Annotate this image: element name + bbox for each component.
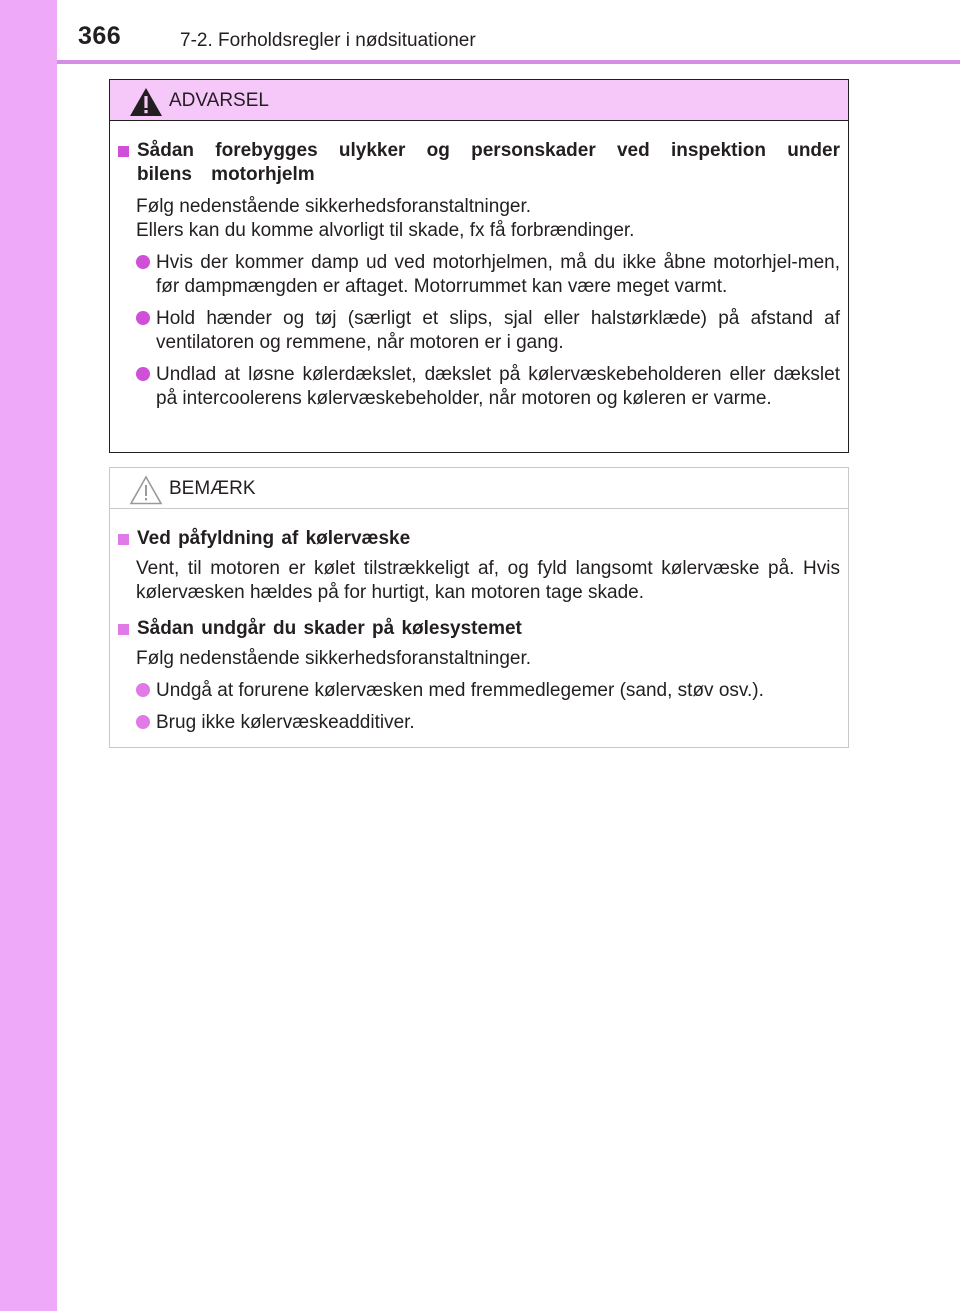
- round-bullet-icon: [136, 715, 150, 729]
- square-bullet-icon: [118, 534, 129, 545]
- note-text-2: Følg nedenstående sikkerhedsforanstaltninger.: [136, 648, 532, 669]
- note-heading-1: Ved påfyldning af kølervæske: [118, 527, 840, 551]
- round-bullet-icon: [136, 683, 150, 697]
- list-item: Hvis der kommer damp ud ved motorhjelmen, må du ikke åbne motorhjel-men, før dampmængden er aftaget. Motorrummet kan være meget varmt.: [136, 251, 840, 299]
- note-body: [110, 509, 848, 735]
- list-item: Undlad at løsne kølerdækslet, dækslet på kølervæskebeholderen eller dækslet på intercoolerens kølervæskebeholder, når motoren og køleren er varme.: [136, 363, 840, 411]
- list-item: Hold hænder og tøj (særligt et slips, sjal eller halstørklæde) på afstand af ventilatoren og remmene, når motoren er i gang.: [136, 307, 840, 355]
- square-bullet-icon: [118, 624, 129, 635]
- header-rule: [57, 60, 960, 64]
- warning-label: ADVARSEL: [169, 90, 269, 111]
- note-heading-2: Sådan undgår du skader på kølesystemet: [118, 617, 840, 641]
- list-item: Undgå at forurene kølervæsken med fremmedlegemer (sand, støv osv.).: [136, 679, 840, 703]
- note-header: [110, 468, 848, 509]
- warning-body: [110, 121, 848, 411]
- page-number: 366: [78, 22, 122, 50]
- warning-triangle-icon: [129, 87, 163, 117]
- warning-header: [110, 80, 848, 121]
- list-item: Brug ikke kølervæskeadditiver.: [136, 711, 840, 735]
- warning-box: [109, 79, 849, 453]
- note-box: [109, 467, 849, 748]
- warning-heading: Sådan forebygges ulykker og personskader ved inspektion under bilens motorhjelm: [118, 139, 840, 187]
- square-bullet-icon: [118, 146, 129, 157]
- chapter-title: 7-2. Forholdsregler i nødsituationer: [180, 30, 476, 51]
- warning-intro-line2: Ellers kan du komme alvorligt til skade, fx få forbrændinger.: [136, 220, 635, 241]
- round-bullet-icon: [136, 255, 150, 269]
- round-bullet-icon: [136, 311, 150, 325]
- round-bullet-icon: [136, 367, 150, 381]
- note-label: BEMÆRK: [169, 478, 256, 499]
- caution-triangle-outline-icon: [129, 475, 163, 505]
- warning-intro-line1: Følg nedenstående sikkerhedsforanstaltninger.: [136, 196, 532, 217]
- side-color-strip: [0, 0, 57, 1311]
- note-text-1: Vent, til motoren er kølet tilstrækkeligt af, og fyld langsomt kølervæske på. Hvis kølervæsken hældes på for hurtigt, kan motoren tage skade.: [136, 558, 840, 603]
